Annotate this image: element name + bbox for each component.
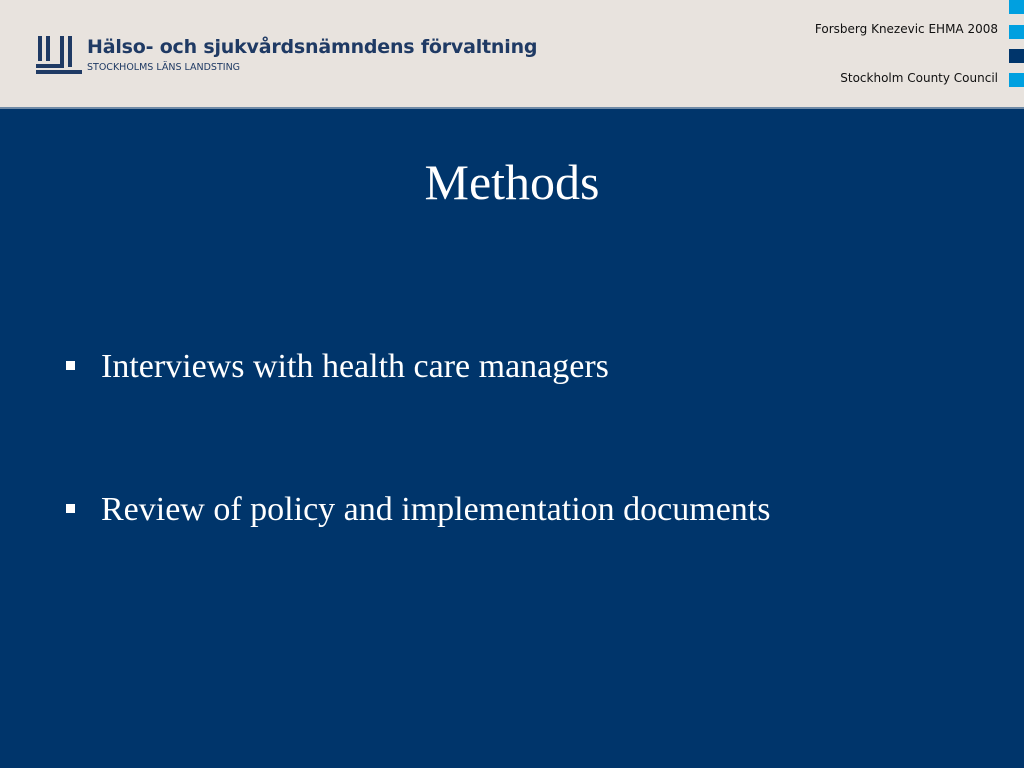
bullet-text: Review of policy and implementation documents [101, 491, 771, 528]
council-label: Stockholm County Council [840, 71, 998, 85]
org-subtitle: STOCKHOLMS LÄNS LANDSTING [87, 62, 241, 73]
bullet-text: Interviews with health care managers [101, 348, 609, 385]
decorative-squares [1009, 0, 1024, 88]
square-bullet-icon [66, 361, 75, 370]
decor-square [1009, 73, 1024, 87]
slide-title: Methods [424, 154, 600, 210]
org-name: Hälso- och sjukvårdsnämndens förvaltning [87, 36, 538, 58]
decor-square [1009, 0, 1024, 14]
decor-square [1009, 25, 1024, 39]
square-bullet-icon [66, 504, 75, 513]
sll-logo-icon [36, 36, 82, 74]
author-event-label: Forsberg Knezevic EHMA 2008 [814, 22, 998, 36]
decor-square [1009, 49, 1024, 63]
slide-header [0, 0, 1024, 107]
header-divider [0, 107, 1024, 109]
